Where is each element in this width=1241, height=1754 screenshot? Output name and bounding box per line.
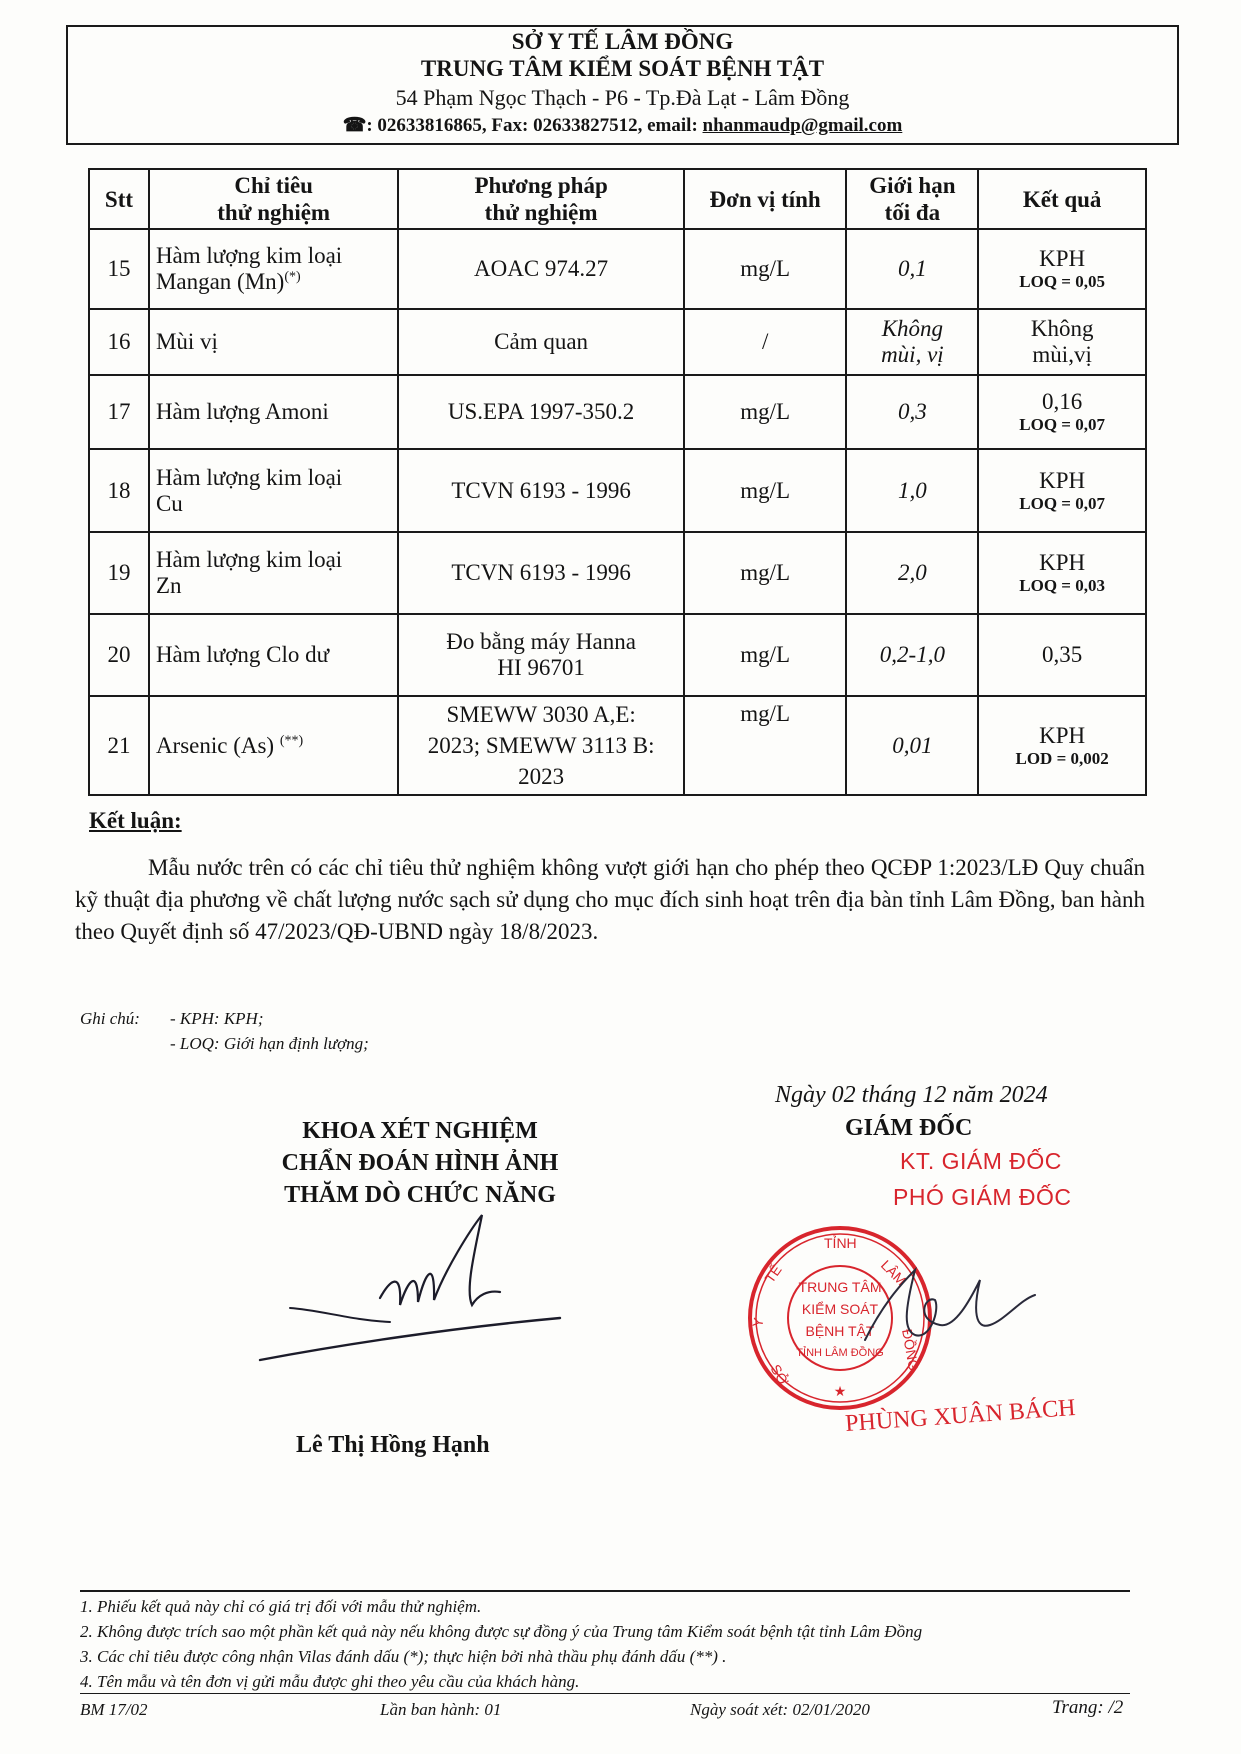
row-item: Hàm lượng kim loại Cu	[149, 449, 398, 532]
header-item: Chỉ tiêu thử nghiệm	[149, 169, 398, 229]
row-unit: mg/L	[684, 696, 847, 795]
conclusion-body: Mẫu nước trên có các chỉ tiêu thử nghiệm không vượt giới hạn cho phép theo QCĐP 1:2023/LĐ Quy chuẩn kỹ thuật địa phương về chất lượng nước sạch sử dụng cho mục đích sinh hoạt trên địa bàn tỉnh Lâm Đồng, ban hành theo Quyết định số 47/2023/QĐ-UBND ngày 18/8/2023.	[75, 855, 1145, 944]
phone-icon: ☎	[342, 115, 367, 136]
row-limit: 0,3	[846, 375, 978, 449]
table-row	[89, 309, 1146, 375]
row-item: Hàm lượng Amoni	[149, 375, 398, 449]
row-method: TCVN 6193 - 1996	[398, 449, 683, 532]
row-unit: mg/L	[684, 449, 847, 532]
deputy-director-stamp: PHÓ GIÁM ĐỐC	[893, 1184, 1072, 1210]
department-name: KHOA XÉT NGHIỆM CHẨN ĐOÁN HÌNH ẢNH THĂM DÒ CHỨC NĂNG	[281, 1118, 559, 1208]
row-method: Đo bằng máy Hanna HI 96701	[398, 614, 683, 696]
svg-text:TỈNH LÂM ĐỒNG: TỈNH LÂM ĐỒNG	[796, 1347, 884, 1359]
kt-director-stamp: KT. GIÁM ĐỐC	[900, 1148, 1062, 1174]
row-limit: 0,2-1,0	[846, 614, 978, 696]
note-kph: - KPH: KPH;	[170, 1009, 264, 1028]
issue-number: Lần ban hành: 01	[380, 1700, 502, 1719]
row-item: Arsenic (As) (**)	[149, 696, 398, 795]
notes	[80, 1006, 369, 1056]
table-row	[89, 532, 1146, 614]
row-method: SMEWW 3030 A,E: 2023; SMEWW 3113 B: 2023	[398, 696, 683, 795]
row-limit: 1,0	[846, 449, 978, 532]
page-number: Trang: /2	[1052, 1697, 1124, 1718]
row-unit: mg/L	[684, 532, 847, 614]
row-result: KPH LOQ = 0,05	[978, 229, 1146, 309]
table-row	[89, 375, 1146, 449]
contact-line	[68, 114, 1177, 137]
sign-date: Ngày 02 tháng 12 năm 2024	[775, 1082, 1048, 1108]
table-row	[89, 696, 1146, 795]
table-header-row	[89, 169, 1146, 229]
row-item: Hàm lượng kim loại Zn	[149, 532, 398, 614]
svg-text:LÂM: LÂM	[877, 1256, 910, 1289]
svg-text:TRUNG TÂM: TRUNG TÂM	[798, 1279, 882, 1295]
right-signature-image	[845, 1240, 1045, 1360]
row-limit: 0,1	[846, 229, 978, 309]
row-item: Hàm lượng kim loại Mangan (Mn)(*)	[149, 229, 398, 309]
svg-text:SỞ: SỞ	[767, 1361, 792, 1388]
row-result: 0,35	[978, 614, 1146, 696]
notes-label: Ghi chú:	[80, 1009, 140, 1028]
row-item: Mùi vị	[149, 309, 398, 375]
note-loq: - LOQ: Giới hạn định lượng;	[170, 1034, 369, 1053]
header-unit: Đơn vị tính	[684, 169, 847, 229]
row-result: KPH LOQ = 0,07	[978, 449, 1146, 532]
row-stt: 19	[89, 532, 149, 614]
table-row	[89, 449, 1146, 532]
svg-text:BỆNH TẬT: BỆNH TẬT	[805, 1323, 875, 1339]
header-method: Phương pháp thử nghiệm	[398, 169, 683, 229]
right-signer-name: PHÙNG XUÂN BÁCH	[844, 1394, 1077, 1438]
row-unit: mg/L	[684, 375, 847, 449]
director-title: GIÁM ĐỐC	[845, 1115, 973, 1141]
row-unit: /	[684, 309, 847, 375]
footer-notes	[80, 1594, 1140, 1694]
row-unit: mg/L	[684, 614, 847, 696]
row-limit: 2,0	[846, 532, 978, 614]
header-limit: Giới hạn tối đa	[846, 169, 978, 229]
center-title: TRUNG TÂM KIỂM SOÁT BỆNH TẬT	[420, 56, 825, 81]
row-stt: 17	[89, 375, 149, 449]
footer-note-1: 1. Phiếu kết quả này chỉ có giá trị đối với mẫu thử nghiệm.	[80, 1597, 482, 1616]
table-row	[89, 614, 1146, 696]
row-result: Không mùi,vị	[978, 309, 1146, 375]
header-box	[66, 25, 1179, 145]
row-stt: 18	[89, 449, 149, 532]
footer-note-2: 2. Không được trích sao một phần kết quả này nếu không được sự đồng ý của Trung tâm Kiểm soát bệnh tật tỉnh Lâm Đồng	[80, 1622, 923, 1641]
header-result: Kết quả	[978, 169, 1146, 229]
row-method: TCVN 6193 - 1996	[398, 532, 683, 614]
footer-note-4: 4. Tên mẫu và tên đơn vị gửi mẫu được ghi theo yêu cầu của khách hàng.	[80, 1672, 580, 1691]
svg-text:Y: Y	[749, 1316, 767, 1329]
conclusion-heading: Kết luận:	[89, 808, 182, 833]
row-limit: Không mùi, vị	[846, 309, 978, 375]
left-signature-image	[250, 1210, 570, 1380]
row-stt: 21	[89, 696, 149, 795]
table-row	[89, 229, 1146, 309]
row-result: KPH LOD = 0,002	[978, 696, 1146, 795]
row-item: Hàm lượng Clo dư	[149, 614, 398, 696]
row-stt: 15	[89, 229, 149, 309]
row-method: US.EPA 1997-350.2	[398, 375, 683, 449]
row-method: AOAC 974.27	[398, 229, 683, 309]
svg-text:★: ★	[833, 1383, 847, 1399]
svg-text:TẾ: TẾ	[761, 1261, 785, 1286]
results-table	[88, 168, 1147, 796]
email-link[interactable]: nhanmaudp@gmail.com	[702, 115, 903, 136]
svg-text:ĐỒNG: ĐỒNG	[899, 1327, 923, 1372]
header-stt: Stt	[89, 169, 149, 229]
row-result: KPH LOQ = 0,03	[978, 532, 1146, 614]
footer-note-3: 3. Các chỉ tiêu được công nhận Vilas đánh dấu (*); thực hiện bởi nhà thầu phụ đánh dấu (**) .	[80, 1647, 727, 1666]
row-stt: 16	[89, 309, 149, 375]
footer-divider-bottom	[80, 1693, 1130, 1694]
review-date: Ngày soát xét: 02/01/2020	[690, 1700, 870, 1719]
stamp-text-tinh: TỈNH	[824, 1235, 857, 1251]
row-limit: 0,01	[846, 696, 978, 795]
contact-text: : 02633816865, Fax: 02633827512, email:	[366, 115, 703, 136]
row-result: 0,16 LOQ = 0,07	[978, 375, 1146, 449]
form-code: BM 17/02	[80, 1700, 148, 1719]
row-stt: 20	[89, 614, 149, 696]
row-unit: mg/L	[684, 229, 847, 309]
left-signer-name: Lê Thị Hồng Hạnh	[296, 1432, 490, 1458]
footer-divider	[80, 1590, 1130, 1592]
ministry-title: SỞ Y TẾ LÂM ĐỒNG	[511, 29, 734, 54]
address: 54 Phạm Ngọc Thạch - P6 - Tp.Đà Lạt - Lâm Đồng	[395, 85, 850, 110]
svg-text:KIỂM SOÁT: KIỂM SOÁT	[801, 1301, 879, 1317]
row-method: Cảm quan	[398, 309, 683, 375]
